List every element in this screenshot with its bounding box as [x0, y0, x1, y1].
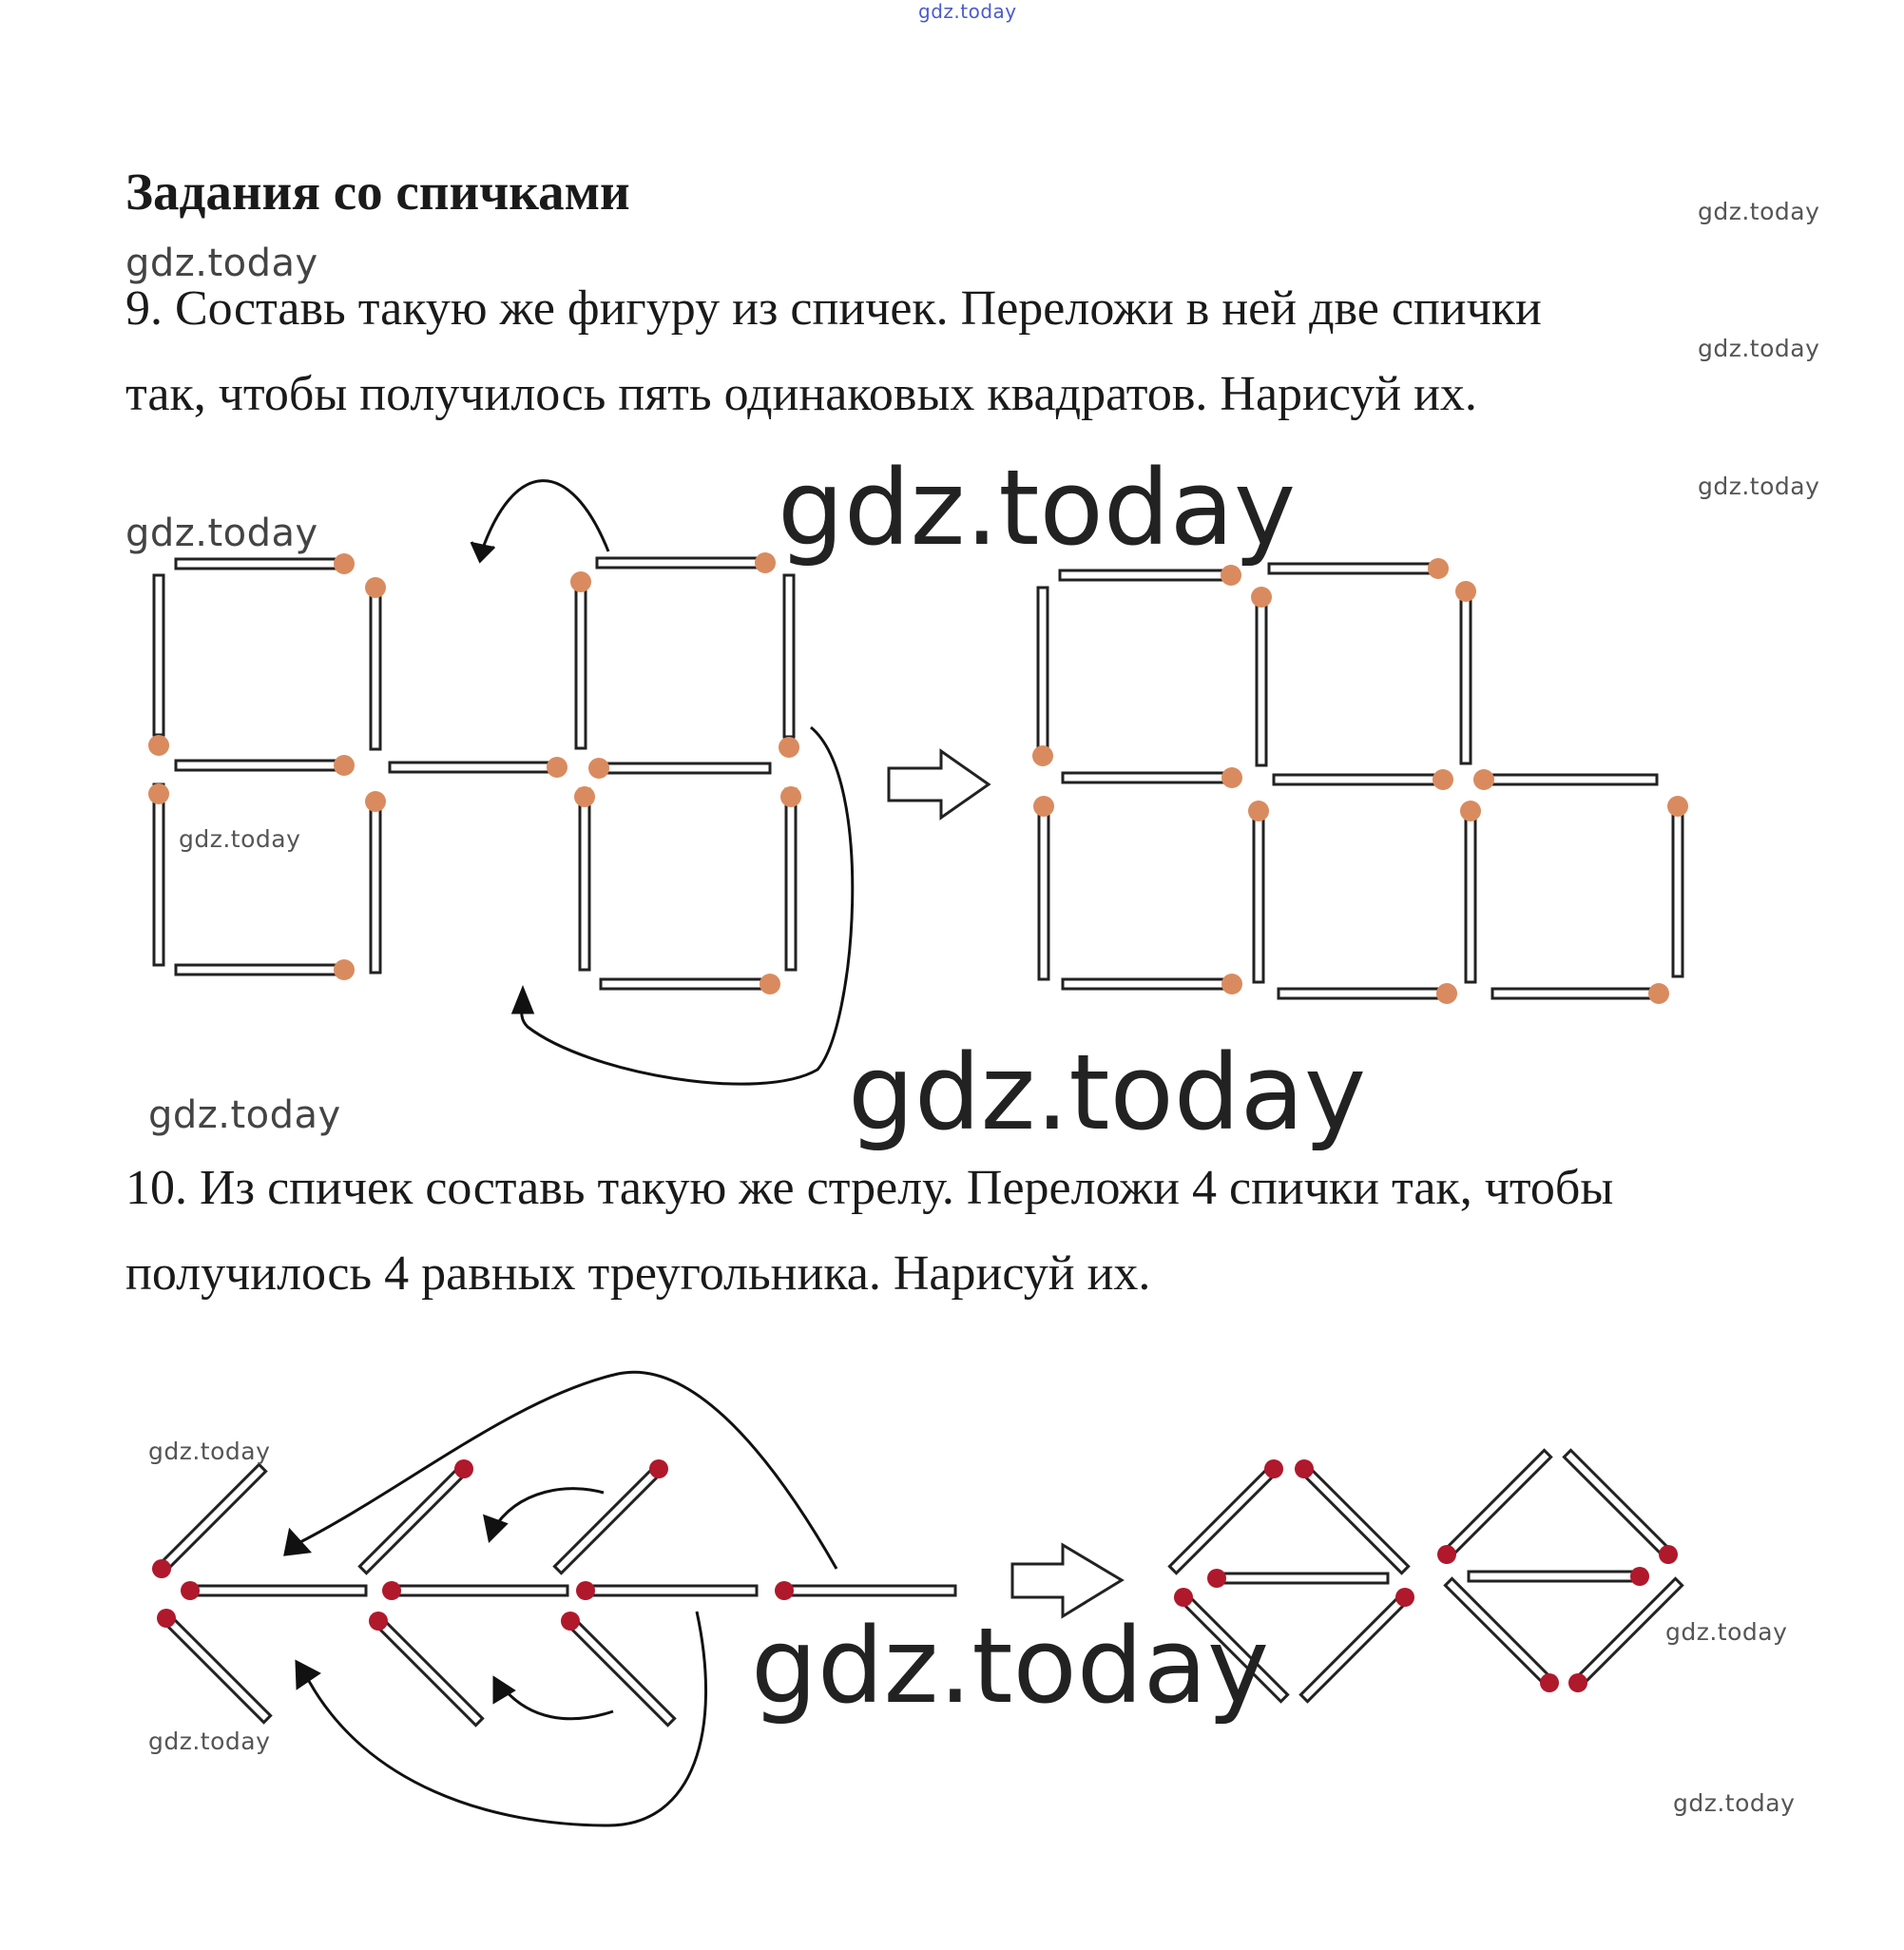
curved-arrow — [302, 1612, 706, 1825]
match — [1274, 769, 1453, 790]
match-head — [369, 1612, 388, 1631]
match — [1564, 1450, 1671, 1557]
curved-arrow — [480, 481, 608, 556]
match — [1269, 558, 1449, 579]
watermark: gdz.today — [179, 825, 301, 853]
arrow-head — [485, 1516, 506, 1540]
match — [567, 1617, 674, 1725]
match-head — [561, 1612, 580, 1631]
watermark: gdz.today — [1698, 473, 1820, 500]
match — [1279, 983, 1457, 1004]
match — [554, 1465, 662, 1573]
curved-arrow — [522, 727, 853, 1084]
match — [775, 1581, 955, 1600]
match — [163, 1614, 270, 1722]
match — [1033, 796, 1054, 979]
match — [1251, 587, 1272, 765]
match — [1248, 801, 1269, 982]
task-9-line-2: так, чтобы получилось пять одинаковых квадратов. Нарисуй их. — [125, 367, 1477, 421]
arrow-head — [297, 1662, 318, 1688]
task-9-line-1: 9. Составь такую же фигуру из спичек. Переложи в ней две спички — [125, 281, 1542, 336]
match — [1469, 1567, 1649, 1586]
arrow-head — [513, 989, 532, 1013]
match — [382, 1581, 567, 1600]
curved-arrow — [295, 1372, 837, 1569]
task9-transform-arrow — [889, 751, 989, 818]
task-9-text — [125, 266, 1837, 437]
match — [1032, 588, 1053, 766]
match — [779, 575, 799, 758]
watermark-large: gdz.today — [751, 1605, 1270, 1727]
match — [780, 786, 801, 970]
match — [1063, 767, 1242, 788]
watermark: gdz.today — [1698, 335, 1820, 362]
watermark-large: gdz.today — [778, 447, 1297, 569]
match — [148, 783, 169, 965]
match — [1443, 1450, 1550, 1557]
match — [1300, 1465, 1408, 1573]
task9-result-figure — [1032, 558, 1688, 1004]
task9-move-arrows — [471, 481, 853, 1085]
watermark: gdz.today — [148, 1438, 271, 1465]
match-head — [157, 1609, 176, 1628]
match — [365, 791, 386, 973]
watermark: gdz.today — [1673, 1789, 1796, 1817]
match — [1300, 1593, 1408, 1701]
watermark: gdz.today — [1665, 1618, 1788, 1646]
match — [176, 755, 355, 776]
task9-original-figure — [148, 552, 801, 994]
match — [1445, 1578, 1552, 1686]
watermark: gdz.today — [148, 1728, 271, 1755]
match — [1455, 581, 1476, 763]
match — [1460, 801, 1481, 982]
header-watermark: gdz.today — [918, 0, 1017, 23]
task-10-text — [125, 1146, 1837, 1317]
watermark: gdz.today — [148, 1093, 341, 1137]
watermark-large: gdz.today — [848, 1032, 1367, 1153]
task-10-line-1: 10. Из спичек составь такую же стрелу. Переложи 4 спички так, чтобы — [125, 1161, 1614, 1215]
match — [158, 1464, 265, 1572]
match — [1473, 769, 1657, 790]
match — [176, 959, 355, 980]
match-head — [649, 1459, 668, 1478]
match — [365, 577, 386, 749]
arrow-head — [285, 1531, 309, 1554]
match — [1169, 1465, 1277, 1573]
curved-arrow — [499, 1683, 613, 1719]
curved-arrow — [492, 1489, 604, 1531]
match — [176, 553, 355, 574]
arrow-head — [471, 542, 494, 561]
task10-move-arrows — [285, 1372, 837, 1825]
match — [588, 758, 770, 779]
match — [375, 1617, 482, 1725]
match-head — [454, 1459, 473, 1478]
watermark: gdz.today — [1698, 198, 1820, 225]
match — [574, 786, 595, 970]
match — [1063, 974, 1242, 994]
watermark: gdz.today — [125, 241, 318, 285]
match — [390, 757, 567, 778]
watermark: gdz.today — [125, 512, 318, 555]
match — [1667, 796, 1688, 976]
match — [601, 974, 780, 994]
match — [597, 552, 776, 573]
match — [1207, 1569, 1388, 1588]
match — [576, 1581, 757, 1600]
match — [570, 571, 591, 748]
match — [359, 1465, 467, 1573]
page-title: Задания со спичками — [125, 163, 630, 221]
match — [148, 575, 169, 756]
match — [1492, 983, 1669, 1004]
match-head — [152, 1559, 171, 1578]
match — [181, 1581, 366, 1600]
task-10-line-2: получилось 4 равных треугольника. Нарисуй их. — [125, 1246, 1151, 1301]
arrow-head — [494, 1678, 513, 1702]
